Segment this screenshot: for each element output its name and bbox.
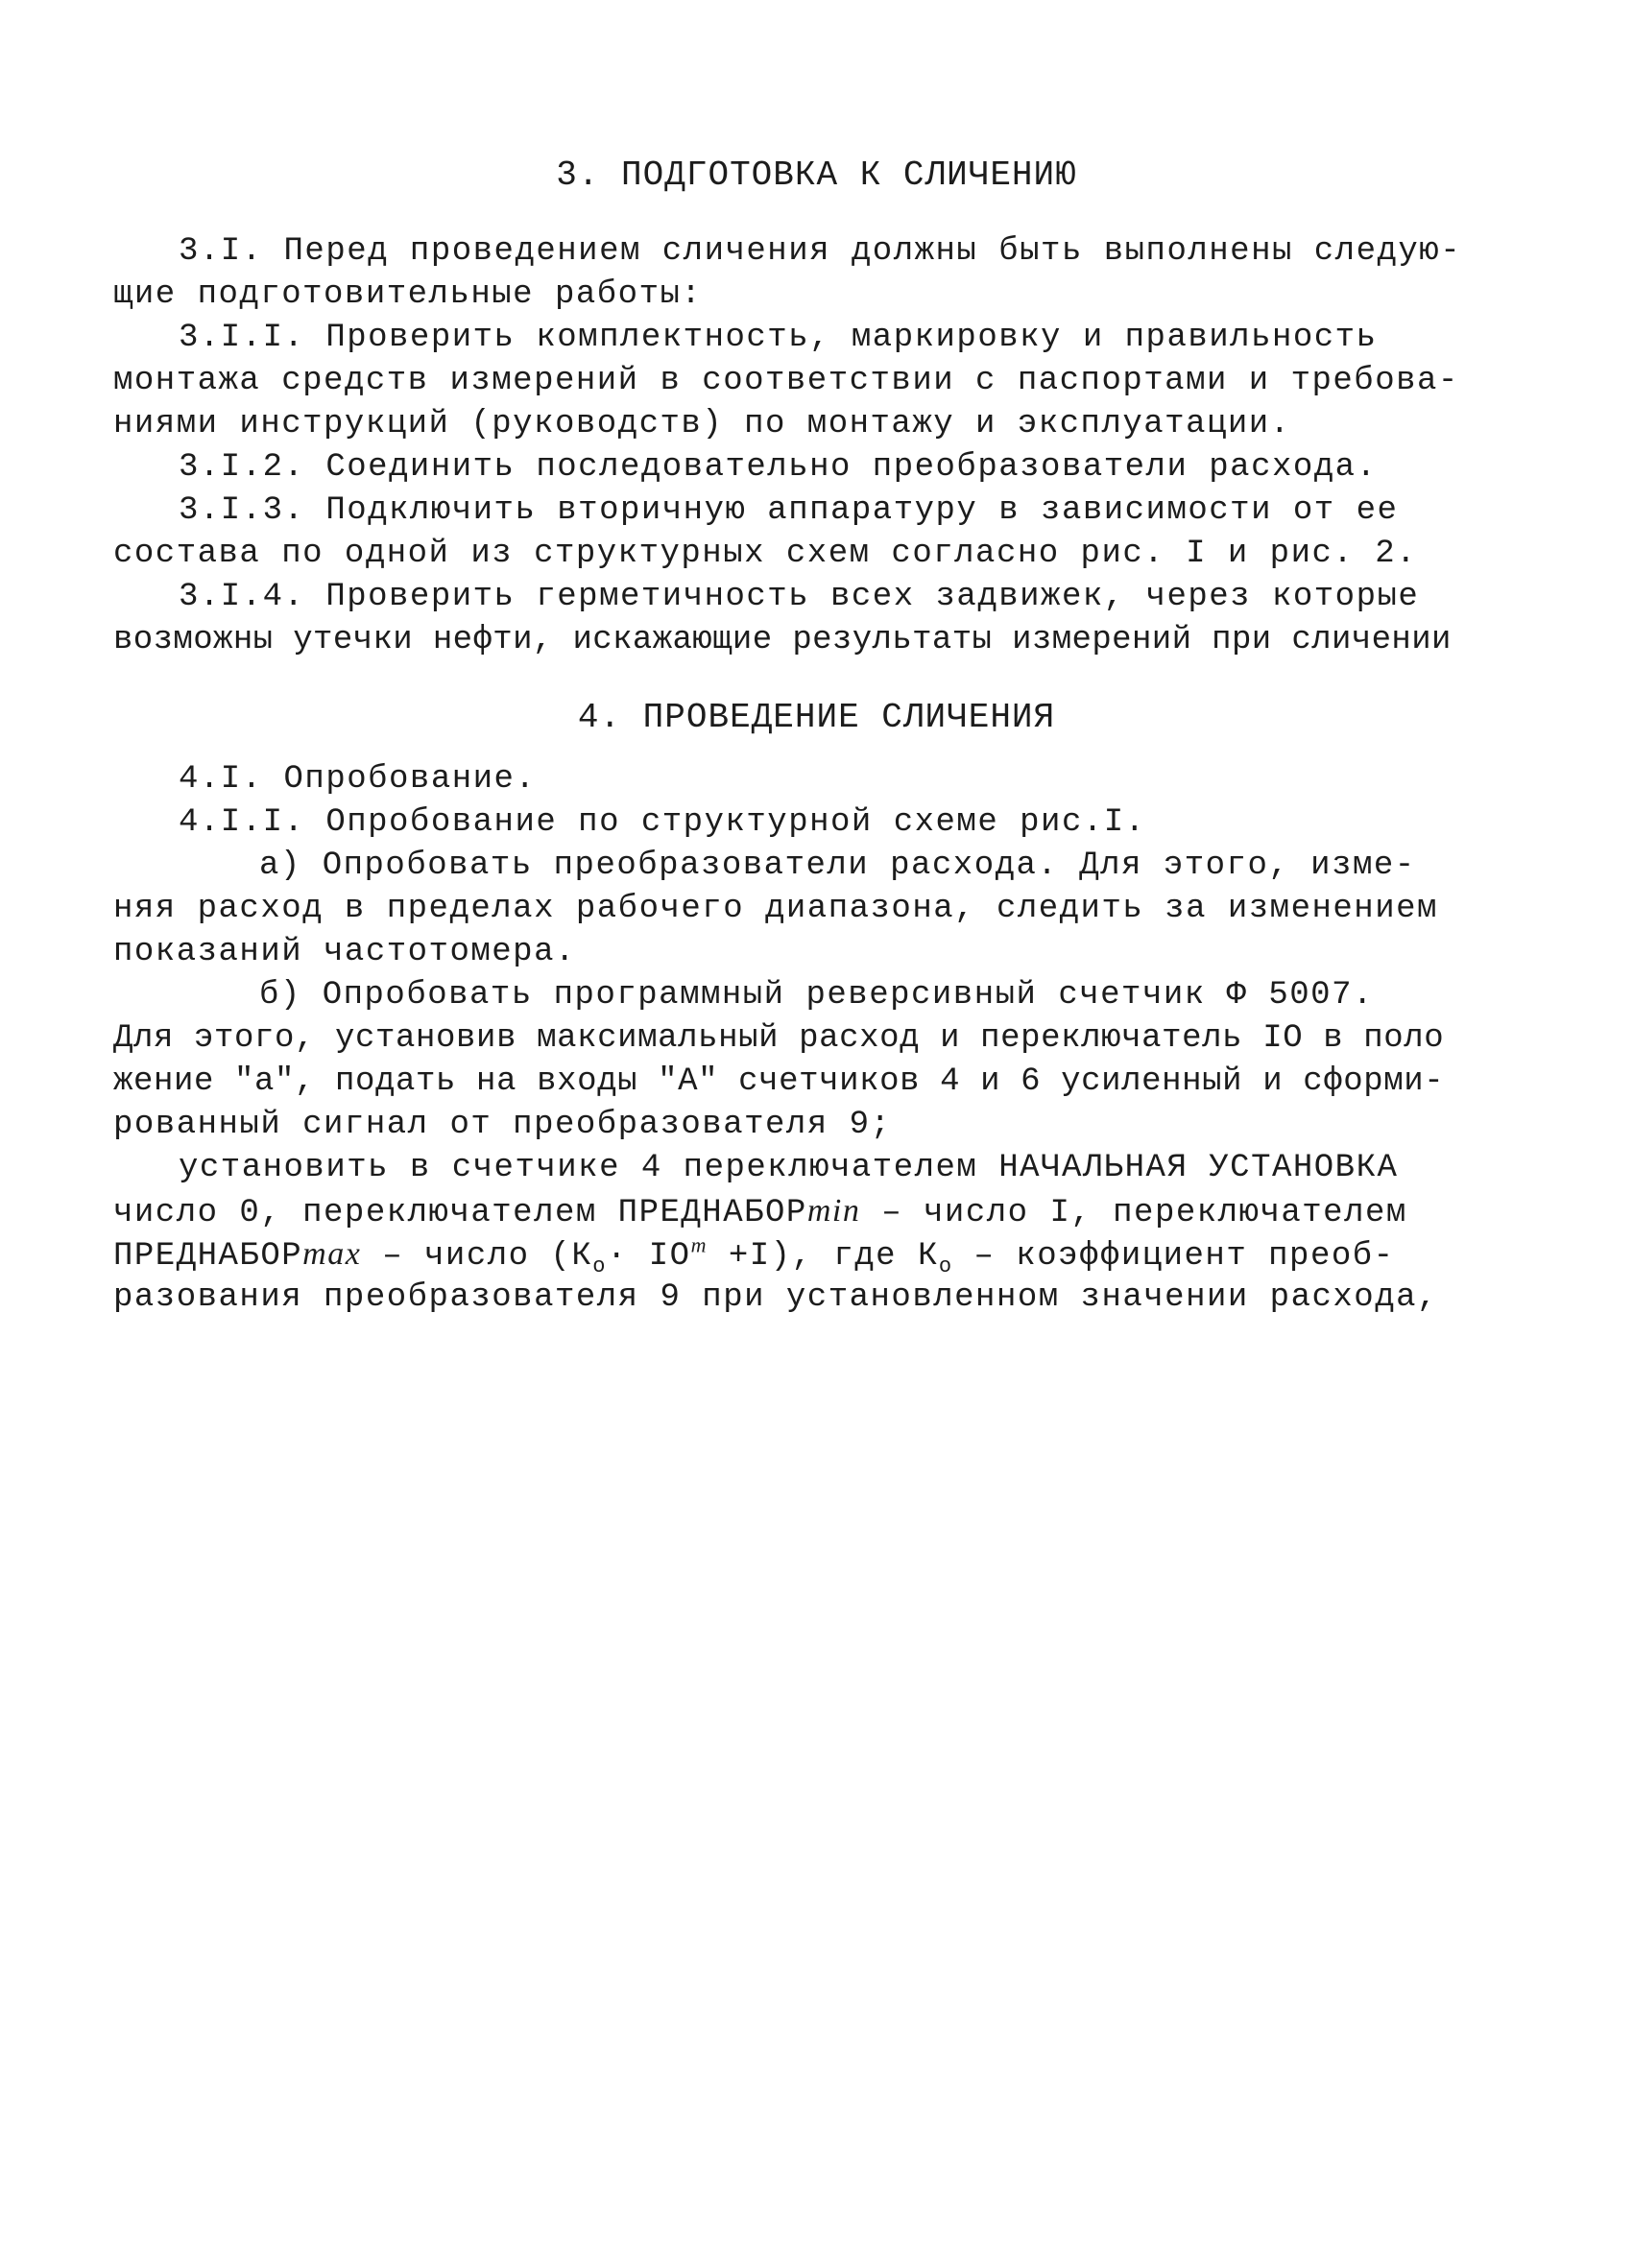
paragraph-line: щие подготовительные работы: xyxy=(113,276,703,313)
paragraph-line: ниями инструкций (руководств) по монтажу и эксплуатации. xyxy=(113,406,1291,442)
paragraph-line: установить в счетчике 4 переключателем НАЧАЛЬНАЯ УСТАНОВКА xyxy=(179,1150,1399,1186)
paragraph-line: 3.I.4. Проверить герметичность всех задвижек, через которые xyxy=(179,579,1420,615)
text-fragment: число 0, переключателем ПРЕДНАБОР xyxy=(113,1195,807,1231)
paragraph-line: а) Опробовать преобразователи расхода. Для этого, изме- xyxy=(259,848,1416,884)
paragraph-line: монтажа средств измерений в соответствии с паспортами и требова- xyxy=(113,363,1459,399)
paragraph-line: показаний частотомера. xyxy=(113,934,576,970)
paragraph-line: возможны утечки нефти, искажающие результаты измерений при сличении xyxy=(113,622,1452,658)
paragraph-line: 4.I. Опробование. xyxy=(179,761,537,798)
text-fragment: · IO xyxy=(606,1238,691,1275)
subscript: о xyxy=(592,1253,607,1278)
paragraph-line: 4.I.I. Опробование по структурной схеме рис.I. xyxy=(179,804,1146,841)
paragraph-line: б) Опробовать программный реверсивный счетчик Ф 5007. xyxy=(259,977,1374,1014)
paragraph-line: 3.I.2. Соединить последовательно преобразователи расхода. xyxy=(179,449,1378,486)
section-4-title: 4. ПРОВЕДЕНИЕ СЛИЧЕНИЯ xyxy=(577,698,1056,737)
paragraph-line: состава по одной из структурных схем согласно рис. I и рис. 2. xyxy=(113,536,1418,572)
paragraph-line: 3.I.I. Проверить комплектность, маркировку и правильность xyxy=(179,320,1378,356)
paragraph-line: няя расход в пределах рабочего диапазона, следить за изменением xyxy=(113,891,1438,927)
paragraph-line: жение "а", подать на входы "А" счетчиков 4 и 6 усиленный и сформи- xyxy=(113,1063,1445,1100)
formula-line-max xyxy=(113,1233,1395,1277)
paragraph-line: 3.I. Перед проведением сличения должны быть выполнены следую- xyxy=(179,233,1462,270)
text-fragment: ПРЕДНАБОР xyxy=(113,1238,303,1275)
paragraph-line: 3.I.3. Подключить вторичную аппаратуру в зависимости от ее xyxy=(179,492,1399,529)
paragraph-line: Для этого, установив максимальный расход и переключатель IO в поло xyxy=(113,1020,1445,1057)
text-fragment: – число I, переключателем xyxy=(860,1195,1407,1231)
subscript: о xyxy=(938,1253,953,1278)
paragraph-line: рованный сигнал от преобразователя 9; xyxy=(113,1107,892,1143)
min-label: min xyxy=(806,1193,861,1229)
paragraph-line: разования преобразователя 9 при установленном значении расхода, xyxy=(113,1279,1438,1316)
text-fragment: – коэффициент преоб- xyxy=(952,1238,1395,1275)
section-3-title: 3. ПОДГОТОВКА К СЛИЧЕНИЮ xyxy=(556,155,1077,195)
max-label: max xyxy=(302,1236,362,1272)
text-fragment: – число (К xyxy=(361,1238,593,1275)
formula-line-min xyxy=(113,1190,1407,1234)
text-fragment: +I), где К xyxy=(707,1238,939,1275)
superscript: m xyxy=(690,1232,708,1257)
